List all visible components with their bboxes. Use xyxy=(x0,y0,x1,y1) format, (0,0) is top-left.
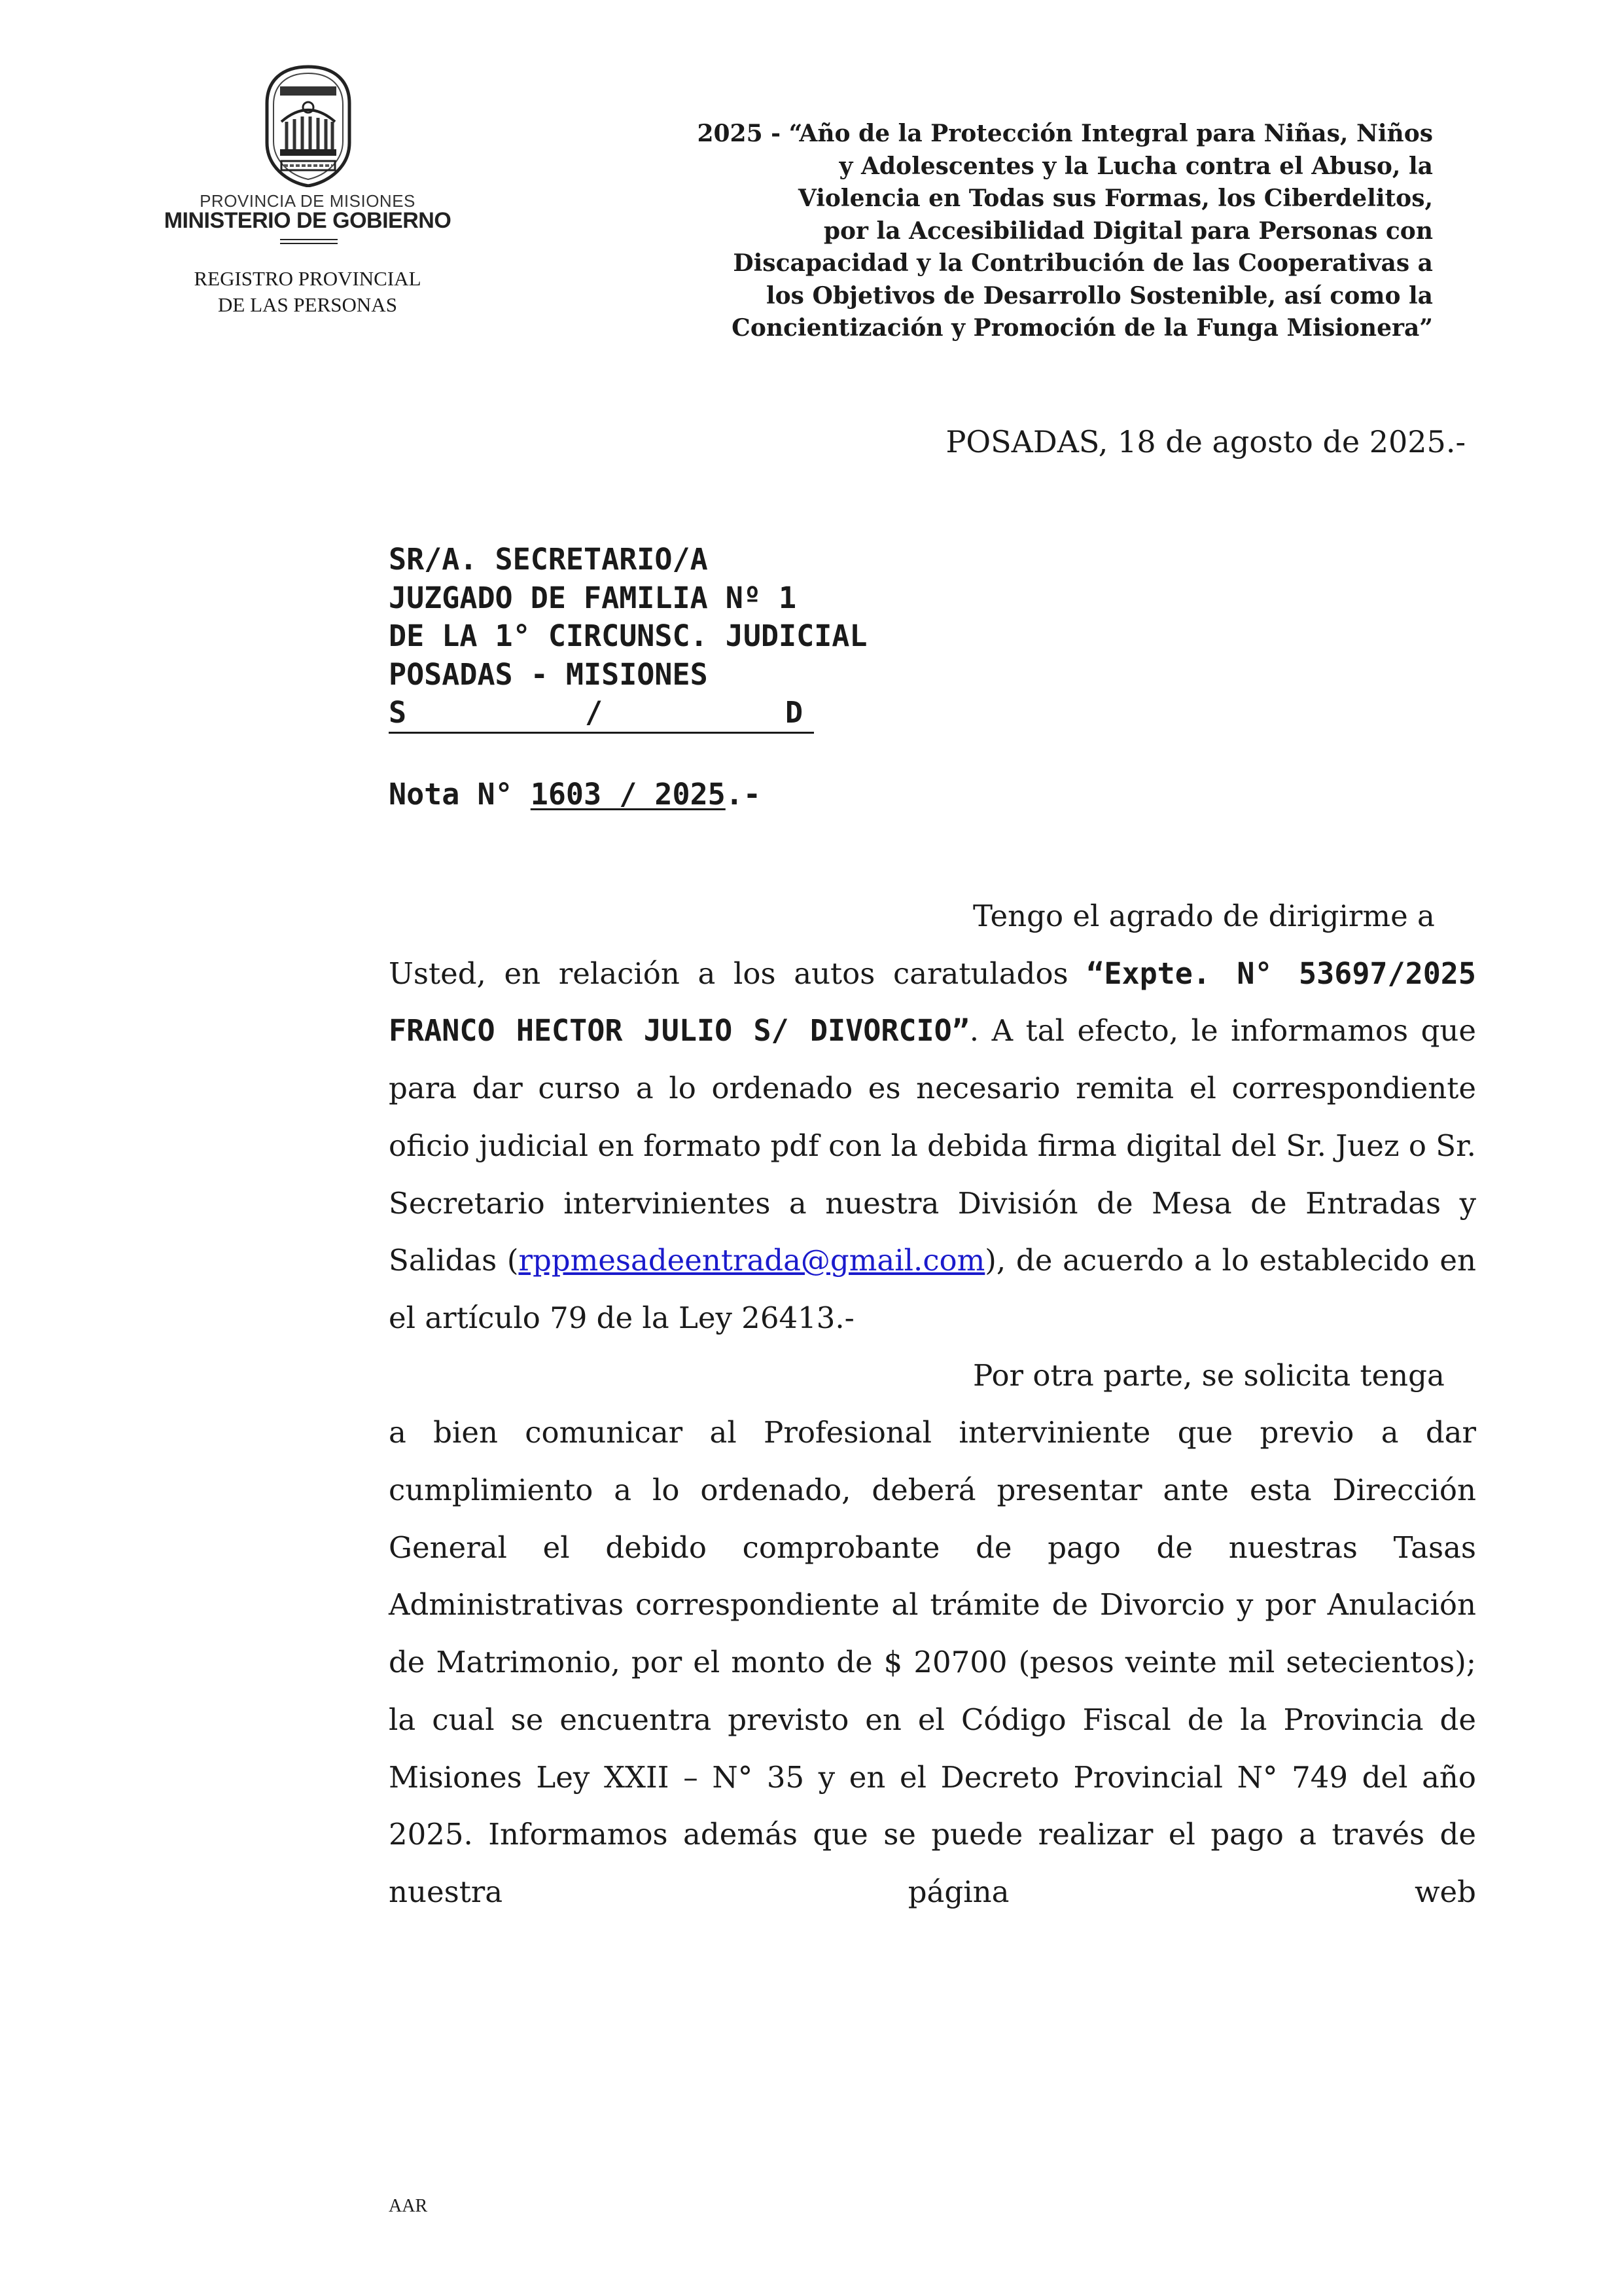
letter-body xyxy=(389,888,1476,1921)
sd-line xyxy=(389,694,814,734)
nota-number: 1603 / 2025 xyxy=(530,777,726,812)
addressee-block xyxy=(389,541,1043,694)
paragraph-1-lead: Tengo el agrado de dirigirme a xyxy=(973,899,1435,933)
email-link[interactable]: rppmesadeentrada@gmail.com xyxy=(518,1243,985,1278)
addressee-line: POSADAS - MISIONES xyxy=(389,656,708,692)
province-crest-icon xyxy=(255,64,361,187)
nota-label: Nota N° xyxy=(389,777,513,812)
addressee-line: JUZGADO DE FAMILIA Nº 1 xyxy=(389,580,797,615)
motto-line: Violencia en Todas sus Formas, los Ciberdelitos, xyxy=(798,185,1433,212)
footer-initials: AAR xyxy=(389,2196,428,2216)
year-motto xyxy=(589,118,1433,345)
motto-line: por la Accesibilidad Digital para Personas con xyxy=(823,217,1433,245)
paragraph-2-lead: Por otra parte, se solicita tenga xyxy=(973,1357,1445,1393)
motto-line: 2025 - “Año de la Protección Integral para Niñas, Niños xyxy=(697,120,1433,147)
ministry-divider-2 xyxy=(280,243,338,244)
nota-suffix: .- xyxy=(725,777,761,812)
ministry-divider xyxy=(280,239,338,240)
motto-line: los Objetivos de Desarrollo Sostenible, así como la xyxy=(766,281,1433,310)
registro-label-line2: DE LAS PERSONAS xyxy=(218,293,397,316)
sd-left: S xyxy=(389,695,407,730)
case-title: “Expte. N° 53697/2025 FRANCO HECTOR JULIO S/ DIVORCIO” xyxy=(389,956,1476,1049)
paragraph-1 xyxy=(389,945,1476,1347)
addressee-line: SR/A. SECRETARIO/A xyxy=(389,542,708,577)
motto-line: y Adolescentes y la Lucha contra el Abuso, la xyxy=(839,152,1433,180)
motto-line: Discapacidad y la Contribución de las Cooperativas a xyxy=(733,249,1433,277)
addressee-line: DE LA 1° CIRCUNSC. JUDICIAL xyxy=(389,619,868,653)
ministry-name: MINISTERIO DE GOBIERNO xyxy=(164,208,451,233)
ministry-province-label: PROVINCIA DE MISIONES xyxy=(200,191,415,211)
sd-right: D xyxy=(785,695,803,730)
motto-line: Concientización y Promoción de la Funga Misionera” xyxy=(732,314,1433,342)
nota-line xyxy=(389,776,1043,814)
paragraph-1-text-a: Usted, en relación a los autos caratulados xyxy=(389,956,1087,991)
sd-mid: / xyxy=(585,695,603,730)
paragraph-2: a bien comunicar al Profesional interviniente que previo a dar cumplimiento a lo ordenado, deberá presentar ante esta Dirección General el debido comprobante de pago de nuestras Tasas Administrativas correspondiente al trámite de Divorcio y por Anulación de Matrimonio, por el monto de $ 20700 (pesos veinte mil setecientos); la cual se encuentra previsto en el Código Fiscal de la Provincia de Misiones Ley XXII – N° 35 y en el Decreto Provincial N° 749 del año 2025. Informamos además que se puede realizar el pago a través de nuestra página web xyxy=(389,1415,1476,1909)
paragraph-1-text-b: . A tal efecto, le informamos que para dar curso a lo ordenado es necesario remita el correspondiente oficio judicial en formato pdf con la debida firma digital del Sr. Juez o Sr. Secretario intervinientes a nuestra División de Mesa de Entradas y Salidas ( xyxy=(389,1013,1477,1278)
paragraph-1-text-c: ), de acuerdo a lo establecido en el artículo 79 de la Ley 26413.- xyxy=(389,1243,1476,1335)
registro-label-line1: REGISTRO PROVINCIAL xyxy=(194,267,421,290)
date-line: POSADAS, 18 de agosto de 2025.- xyxy=(945,424,1466,459)
